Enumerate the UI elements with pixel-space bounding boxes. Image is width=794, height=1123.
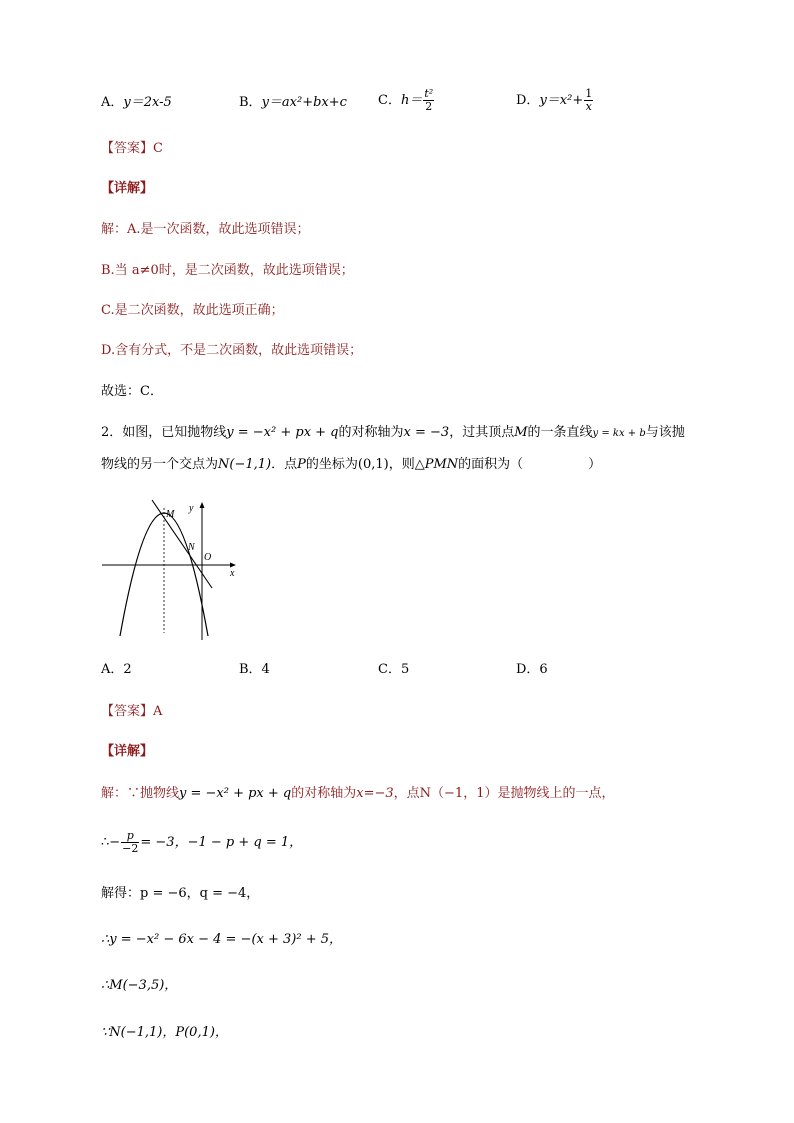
numerator: p [121, 830, 139, 843]
option-expr: y＝x²+ [539, 93, 584, 108]
q1-solution-line-2: B.当 a≠0时，是二次函数，故此选项错误； [101, 263, 354, 278]
formula: y = −x² + px + q [226, 425, 339, 440]
parabola-graph [100, 498, 240, 643]
numerator: t² [424, 87, 434, 100]
text: ，则 [388, 457, 415, 472]
text: ．点 [271, 457, 298, 472]
q2-solution-line-5: ∴M(−3,5)， [101, 978, 178, 993]
text: 与该抛 [645, 425, 685, 440]
text: 的一条直线 [527, 425, 593, 440]
q2-answer: 【答案】A [101, 704, 163, 719]
q2-options [101, 661, 701, 681]
x-axis-arrow [230, 563, 236, 568]
text: 的坐标为 [305, 457, 358, 472]
q1-option-a [101, 94, 172, 112]
q2-solution-line-4: ∴y = −x² − 6x − 4 = −(x + 3)² + 5， [101, 932, 342, 947]
formula: (0,1) [357, 457, 389, 472]
text: 的对称轴为 [338, 425, 404, 440]
q1-option-b [239, 94, 347, 112]
q1-answer: 【答案】C [101, 141, 163, 156]
text: 解：∵抛物线 [101, 786, 180, 801]
formula: x=−3 [356, 786, 394, 801]
q2-solution-line-6: ∵N(−1,1)，P(0,1)， [101, 1025, 228, 1040]
label-n: N [188, 542, 195, 553]
q1-detail-heading: 【详解】 [101, 181, 154, 196]
option-label: C． [378, 93, 401, 108]
q2-solution-line-2 [101, 826, 302, 860]
denominator: 2 [425, 100, 433, 113]
formula: y = kx + b [592, 428, 646, 439]
fraction [121, 830, 139, 855]
formula: P [297, 457, 306, 472]
formula: y = −x² + px + q [179, 786, 292, 801]
label-m: M [166, 509, 175, 520]
q1-option-d [516, 88, 594, 113]
q1-option-c [378, 88, 435, 113]
q2-stem-line-1 [101, 424, 685, 443]
q2-option-a: A．2 [101, 662, 132, 677]
q2-option-c: C．5 [378, 662, 410, 677]
q2-solution-line-3: 解得：p = −6，q = −4， [101, 886, 260, 901]
q2-option-b: B．4 [239, 662, 270, 677]
text: 的面积为（ ） [458, 457, 602, 472]
option-label: B． [239, 95, 262, 110]
denominator: −2 [122, 842, 139, 855]
denominator: x [585, 100, 592, 113]
formula: = −3，−1 − p + q = 1， [140, 835, 303, 850]
q1-solution-line-5: 故选：C． [101, 384, 163, 399]
option-label: A． [101, 95, 124, 110]
q2-solution-line-1 [101, 785, 614, 803]
text: 物线的另一个交点为 [101, 457, 219, 472]
text: ∴− [101, 835, 121, 850]
q1-solution-line-1: 解：A.是一次函数，故此选项错误； [101, 222, 310, 237]
fraction [423, 88, 434, 113]
q2-detail-heading: 【详解】 [101, 744, 154, 759]
text: 2．如图，已知抛物线 [101, 425, 227, 440]
label-y: y [189, 503, 194, 514]
q1-solution-line-4: D.含有分式，不是二次函数，故此选项错误； [101, 343, 363, 358]
q1-solution-line-3: C.是二次函数，故此选项正确； [101, 303, 284, 318]
formula: N(−1,1) [218, 457, 272, 472]
option-expr: h＝ [400, 93, 423, 108]
label-o: O [204, 552, 212, 563]
q2-option-d: D．6 [516, 662, 548, 677]
q1-options [101, 88, 701, 118]
formula: x = −3 [403, 425, 450, 440]
option-expr: y＝ax²+bx+c [261, 95, 347, 110]
text: ，过其顶点 [449, 425, 515, 440]
text: ，点N（−1，1）是抛物线上的一点， [393, 786, 615, 801]
y-axis-arrow [200, 502, 205, 508]
line-mn [152, 500, 212, 588]
label-x: x [230, 568, 235, 579]
option-expr: y＝2x-5 [123, 95, 172, 110]
option-label: D． [516, 93, 540, 108]
numerator: 1 [585, 87, 593, 100]
q2-stem-line-2 [101, 456, 601, 474]
text: 的对称轴为 [291, 786, 357, 801]
fraction [584, 88, 593, 113]
formula: △PMN [414, 457, 459, 472]
formula: M [514, 425, 528, 440]
